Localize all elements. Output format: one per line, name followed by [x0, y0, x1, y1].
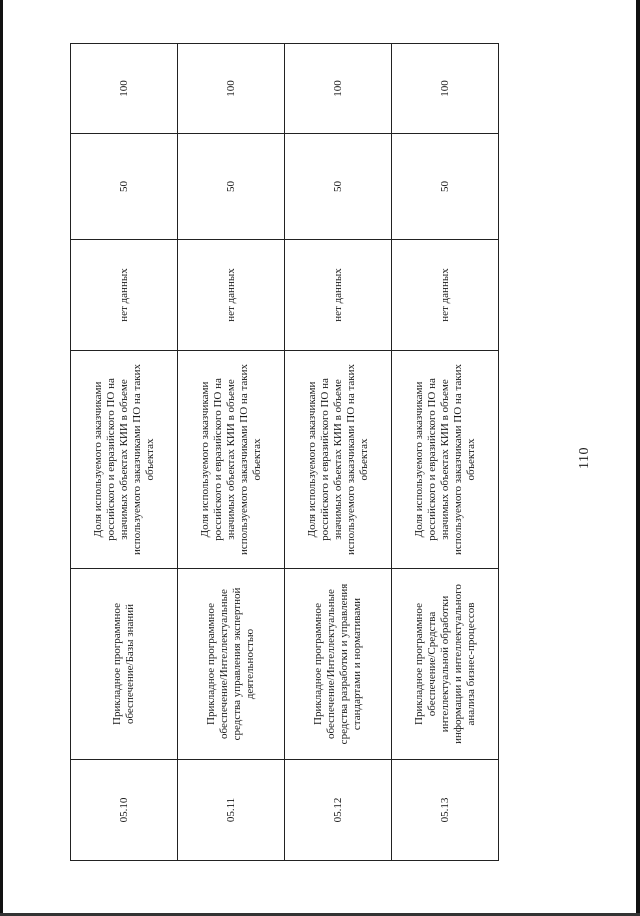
table-row [392, 44, 499, 861]
row-baseline: нет данных [285, 240, 392, 351]
row-value-mid: 50 [392, 134, 499, 240]
row-baseline: нет данных [178, 240, 285, 351]
row-code: 05.10 [71, 760, 178, 861]
row-indicator: Доля используемого заказчиками российского и евразийского ПО на значимых объектах КИИ в объеме используемого заказчиками ПО на таких объектах [71, 351, 178, 569]
row-value-end: 100 [71, 44, 178, 134]
table-row [285, 44, 392, 861]
row-software-class: Прикладное программное обеспечение/Базы знаний [71, 569, 178, 760]
row-value-mid: 50 [71, 134, 178, 240]
row-baseline: нет данных [392, 240, 499, 351]
row-value-end: 100 [285, 44, 392, 134]
row-indicator: Доля используемого заказчиками российского и евразийского ПО на значимых объектах КИИ в объеме используемого заказчиками ПО на таких объектах [392, 351, 499, 569]
row-software-class: Прикладное программное обеспечение/Интеллектуальные средства управления экспертной деятельностью [178, 569, 285, 760]
table-row [71, 44, 178, 861]
row-baseline: нет данных [71, 240, 178, 351]
row-value-end: 100 [392, 44, 499, 134]
row-software-class: Прикладное программное обеспечение/Средства интеллектуальной обработки информации и интеллектуального анализа бизнес-процессов [392, 569, 499, 760]
row-indicator: Доля используемого заказчиками российского и евразийского ПО на значимых объектах КИИ в объеме используемого заказчиками ПО на таких объектах [285, 351, 392, 569]
row-indicator: Доля используемого заказчиками российского и евразийского ПО на значимых объектах КИИ в объеме используемого заказчиками ПО на таких объектах [178, 351, 285, 569]
row-code: 05.13 [392, 760, 499, 861]
page-number: 110 [577, 447, 592, 469]
row-software-class: Прикладное программное обеспечение/Интеллектуальные средства разработки и управления стандартами и нормативами [285, 569, 392, 760]
row-value-mid: 50 [178, 134, 285, 240]
row-value-mid: 50 [285, 134, 392, 240]
row-code: 05.12 [285, 760, 392, 861]
row-value-end: 100 [178, 44, 285, 134]
table-row [178, 44, 285, 861]
software-indicator-table [70, 43, 499, 861]
row-code: 05.11 [178, 760, 285, 861]
